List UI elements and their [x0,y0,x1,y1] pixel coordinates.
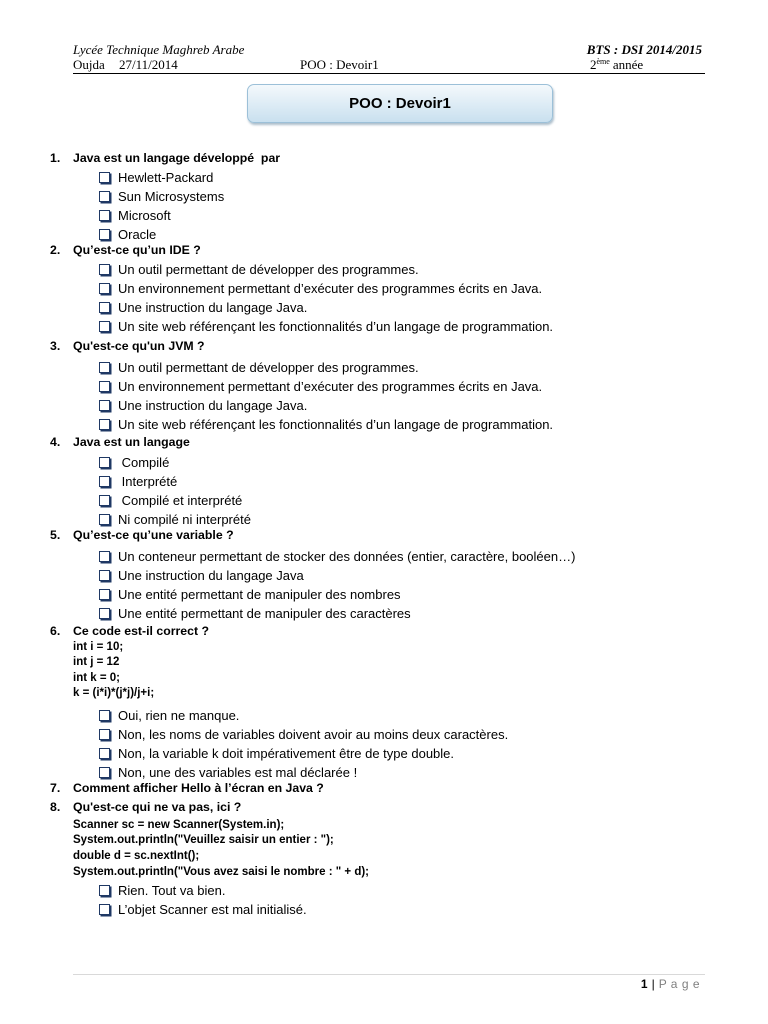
checkbox-icon [99,514,110,525]
answer-option [99,472,740,491]
option-label: Une instruction du langage Java [118,567,304,583]
checkbox-icon [99,767,110,778]
question-heading [50,150,740,166]
checkbox-icon [99,729,110,740]
answer-option [99,900,740,919]
answer-option [99,744,740,763]
checkbox-icon [99,191,110,202]
answer-options [50,260,740,336]
question-8 [50,799,740,919]
program-label: BTS : DSI 2014/2015 [586,42,702,57]
option-label: Une instruction du langage Java. [118,397,308,413]
page-number: 1 [640,977,648,991]
option-label: Non, la variable k doit impérativement être de type double. [118,745,455,761]
answer-option [99,377,740,396]
answer-option [99,279,740,298]
question-3 [50,338,740,434]
question-text: Qu’est-ce qu’une variable ? [73,527,234,542]
answer-option [99,358,740,377]
question-heading [50,242,740,258]
option-label: Rien. Tout va bien. [118,883,226,899]
answer-options [50,881,740,919]
checkbox-icon [99,419,110,430]
option-label: Non, une des variables est mal déclarée ! [118,764,358,780]
title-banner [247,84,553,123]
exam-date: 27/11/2014 [119,57,178,72]
question-number: 8. [50,799,61,814]
question-number: 6. [50,623,61,638]
answer-option [99,396,740,415]
answer-option [99,547,740,566]
code-line: k = (i*i)*(j*j)/j+i; [73,687,155,700]
checkbox-icon [99,589,110,600]
school-year [590,57,643,72]
code-snippet [50,818,740,880]
question-number: 2. [50,243,61,257]
option-label: Une entité permettant de manipuler des nombres [118,586,401,602]
questions-list [50,150,740,919]
question-number: 5. [50,527,61,542]
question-6 [50,623,740,782]
question-text: Comment afficher Hello à l’écran en Java ? [73,780,324,795]
header-subject: POO : Devoir1 [300,57,379,72]
option-label: Oracle [118,227,157,242]
option-label: Oui, rien ne manque. [118,707,240,723]
answer-option [99,881,740,900]
answer-option [99,453,740,472]
checkbox-icon [99,210,110,221]
header-divider [73,73,705,74]
answer-option [99,187,740,206]
option-label: Une entité permettant de manipuler des caractères [118,605,411,621]
checkbox-icon [99,172,110,183]
footer-separator: | [651,977,655,991]
answer-option [99,491,740,510]
question-1 [50,150,740,244]
question-text: Qu'est-ce qu'un JVM ? [73,339,205,353]
checkbox-icon [99,362,110,373]
code-line: double d = sc.nextInt(); [73,850,200,863]
answer-option [99,317,740,336]
question-number: 4. [50,434,61,449]
city: Oujda [73,57,105,72]
answer-options [50,453,740,529]
code-line: int i = 10; [73,640,124,653]
option-label: Compilé [118,454,170,470]
code-line: System.out.println("Vous avez saisi le nombre : " + d); [73,865,370,878]
answer-option [99,415,740,434]
checkbox-icon [99,885,110,896]
checkbox-icon [99,551,110,562]
option-label: Un outil permettant de développer des programmes. [118,359,419,375]
question-heading [50,799,740,815]
question-4 [50,434,740,529]
question-heading [50,623,740,639]
answer-option [99,585,740,604]
option-label: Interprété [118,473,178,489]
option-label: Compilé et interprété [118,492,243,508]
checkbox-icon [99,381,110,392]
option-label: L’objet Scanner est mal initialisé. [118,902,307,918]
checkbox-icon [99,904,110,915]
option-label: Un outil permettant de développer des programmes. [118,262,419,277]
checkbox-icon [99,710,110,721]
question-number: 7. [50,780,61,795]
code-line: int j = 12 [73,656,120,669]
checkbox-icon [99,748,110,759]
page-title: POO : Devoir1 [349,95,451,112]
answer-option [99,168,740,187]
option-label: Un site web référençant les fonctionnalités d’un langage de programmation. [118,416,554,432]
code-line: System.out.println("Veuillez saisir un entier : "); [73,834,334,847]
question-text: Java est un langage [73,434,190,449]
checkbox-icon [99,608,110,619]
question-text: Ce code est-il correct ? [73,623,209,638]
answer-option [99,566,740,585]
option-label: Un environnement permettant d’exécuter des programmes écrits en Java. [118,281,543,296]
answer-option [99,604,740,623]
year-label: année [612,57,644,72]
year-suffix: ème [596,57,610,66]
answer-option [99,206,740,225]
question-text: Java est un langage développé par [73,151,281,165]
footer-divider [73,974,705,975]
option-label: Sun Microsystems [118,189,225,204]
question-number: 1. [50,151,61,165]
answer-options [50,547,740,623]
code-snippet [50,640,740,702]
question-7 [50,780,740,796]
question-2 [50,242,740,336]
answer-option [99,706,740,725]
question-heading [50,338,740,354]
checkbox-icon [99,457,110,468]
option-label: Un site web référençant les fonctionnalités d’un langage de programmation. [118,319,554,334]
question-number: 3. [50,339,61,353]
checkbox-icon [99,264,110,275]
question-text: Qu'est-ce qui ne va pas, ici ? [73,799,242,814]
answer-options [50,358,740,434]
question-text: Qu’est-ce qu’un IDE ? [73,243,201,257]
option-label: Microsoft [118,208,171,223]
checkbox-icon [99,400,110,411]
page-label: P a g e [658,977,700,991]
answer-option [99,725,740,744]
checkbox-icon [99,302,110,313]
option-label: Un environnement permettant d’exécuter des programmes écrits en Java. [118,378,543,394]
checkbox-icon [99,321,110,332]
answer-option [99,298,740,317]
code-line: Scanner sc = new Scanner(System.in); [73,818,285,831]
option-label: Non, les noms de variables doivent avoir au moins deux caractères. [118,726,509,742]
option-label: Un conteneur permettant de stocker des données (entier, caractère, booléen…) [118,548,576,564]
checkbox-icon [99,476,110,487]
checkbox-icon [99,570,110,581]
checkbox-icon [99,283,110,294]
question-heading [50,527,740,543]
checkbox-icon [99,229,110,240]
answer-option [99,260,740,279]
option-label: Une instruction du langage Java. [118,300,308,315]
question-heading [50,780,740,796]
school-name: Lycée Technique Maghreb Arabe [73,42,245,57]
code-line: int k = 0; [73,671,120,684]
answer-options [50,168,740,244]
option-label: Hewlett-Packard [118,170,214,185]
page-footer [641,977,700,991]
option-label: Ni compilé ni interprété [118,511,251,527]
checkbox-icon [99,495,110,506]
answer-options [50,706,740,782]
year-number: 2 [590,57,597,72]
question-5 [50,527,740,623]
question-heading [50,434,740,450]
